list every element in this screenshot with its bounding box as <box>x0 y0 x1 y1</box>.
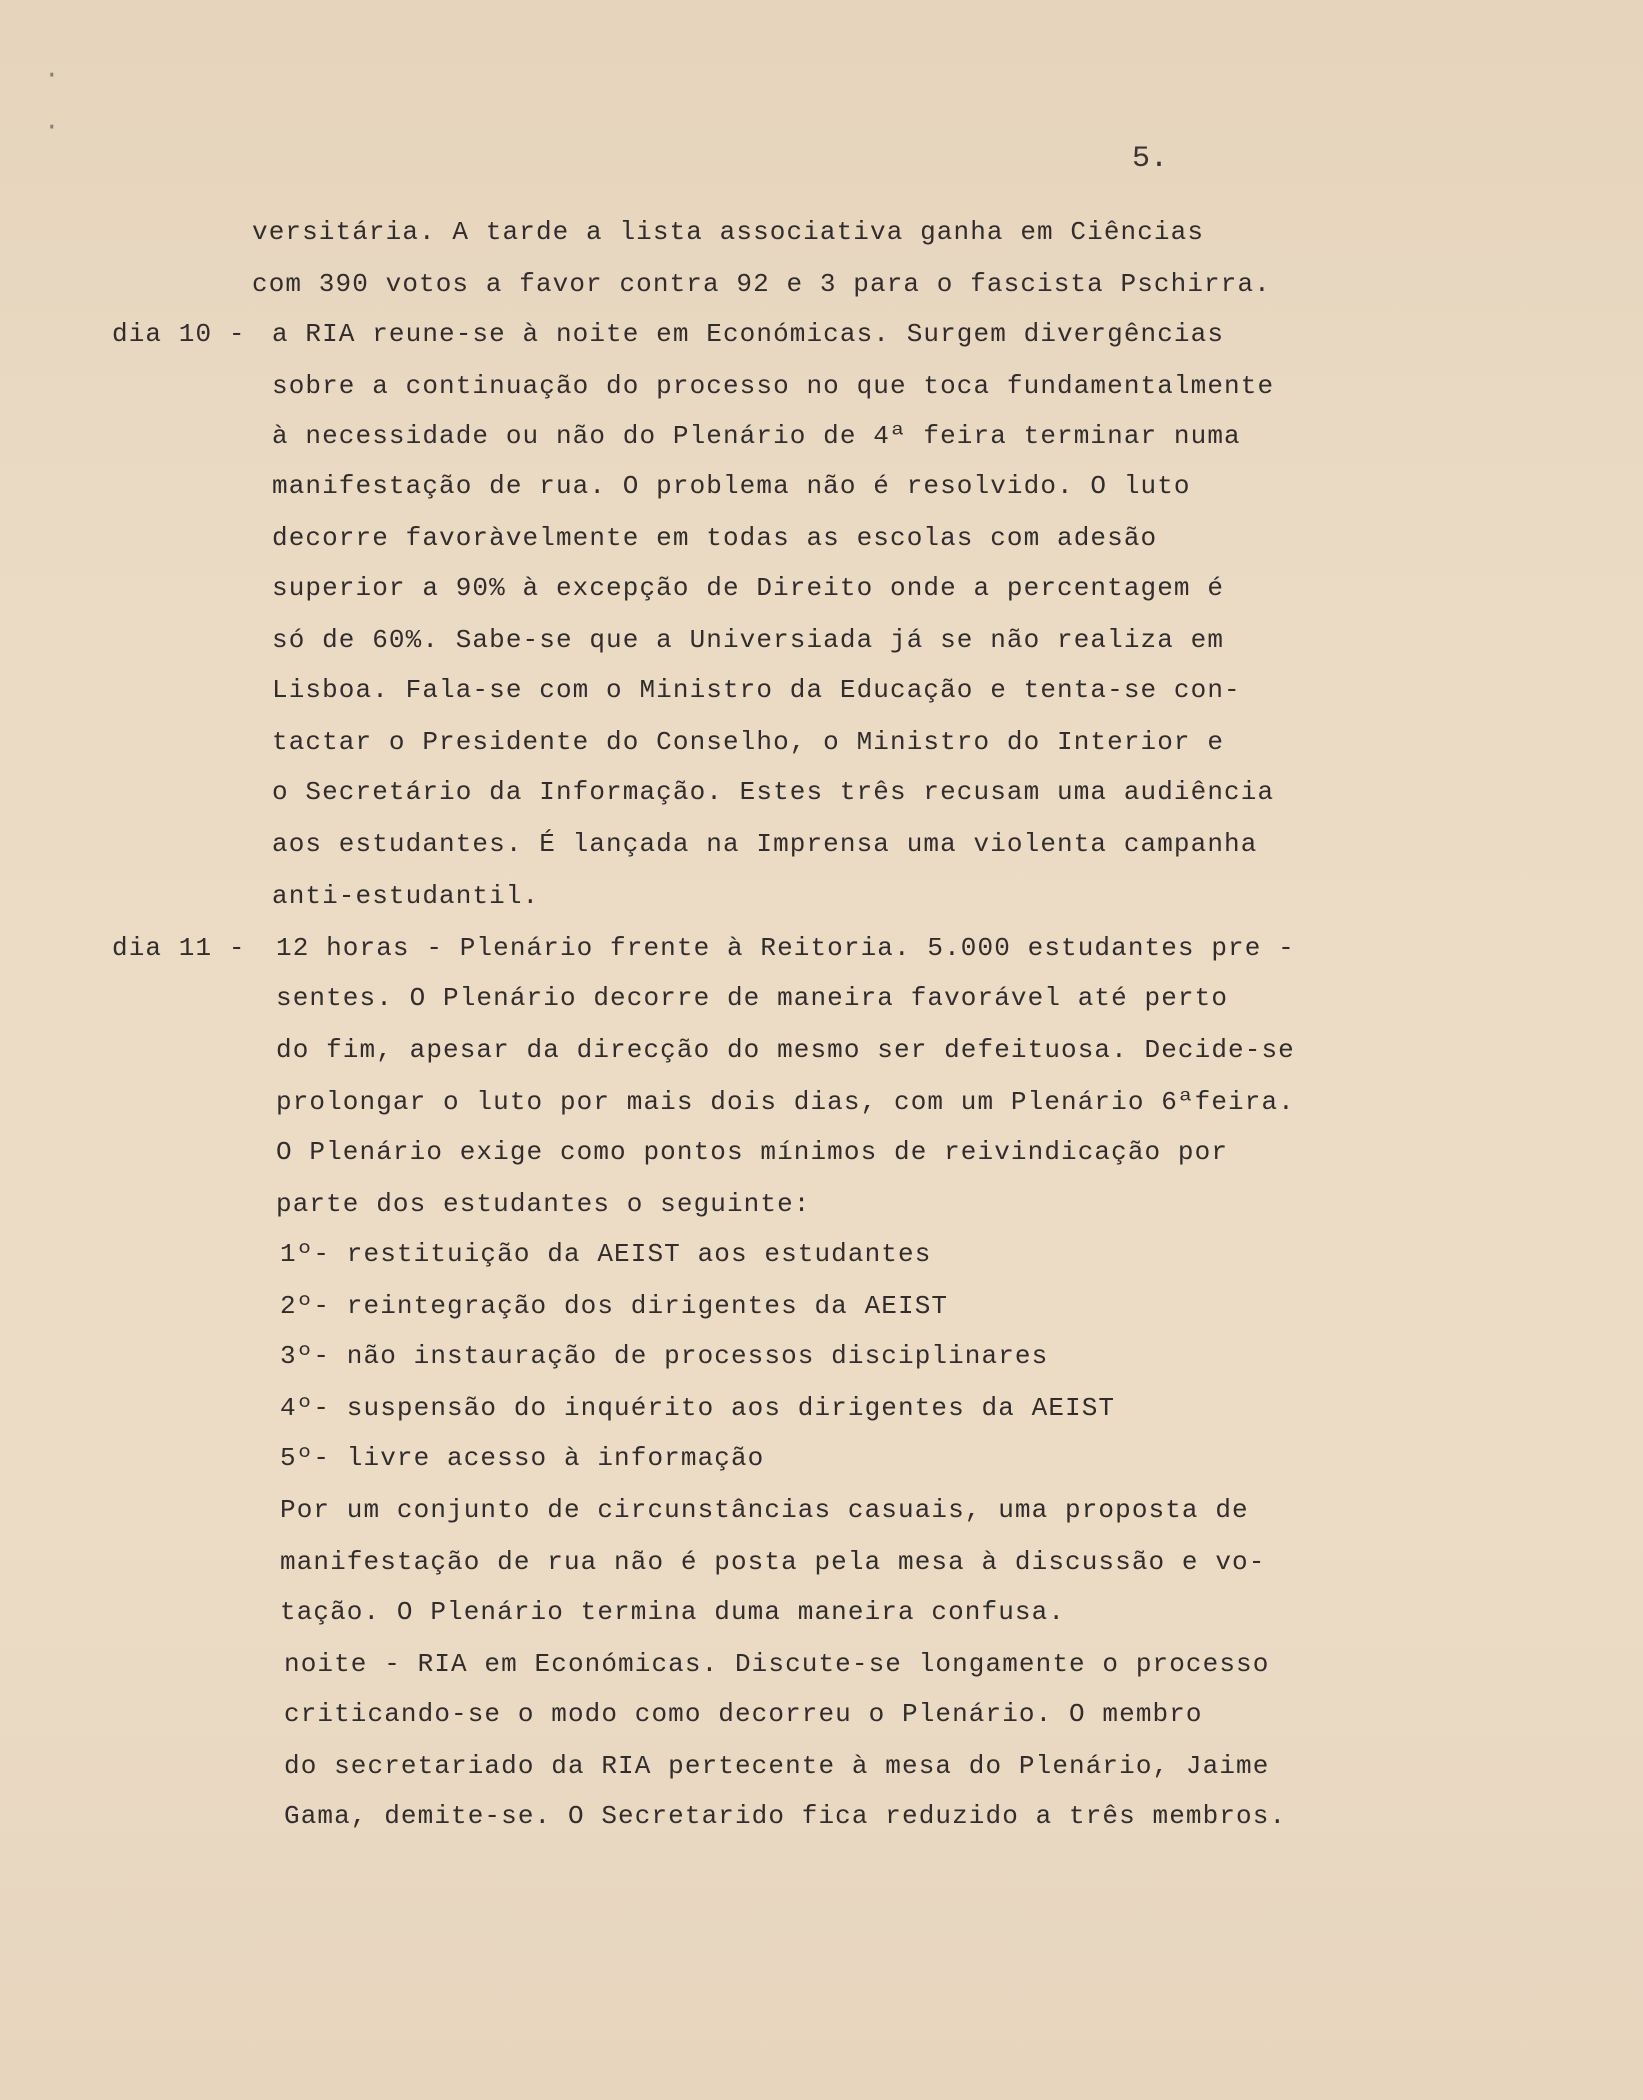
text-line: manifestação de rua não é posta pela mesa à discussão e vo- <box>280 1547 1266 1577</box>
date-label-dia-10: dia 10 - <box>112 319 246 349</box>
text-line: o Secretário da Informação. Estes três recusam uma audiência <box>272 777 1275 807</box>
list-item: 3º- não instauração de processos disciplinares <box>280 1341 1049 1371</box>
text-line: a RIA reune-se à noite em Económicas. Surgem divergências <box>272 319 1225 349</box>
page-number: 5. <box>1132 142 1169 176</box>
text-line: sentes. O Plenário decorre de maneira favorável até perto <box>276 983 1229 1013</box>
text-line: prolongar o luto por mais dois dias, com um Plenário 6ªfeira. <box>276 1087 1295 1117</box>
text-line: Por um conjunto de circunstâncias casuais, uma proposta de <box>280 1495 1249 1525</box>
text-line: decorre favoràvelmente em todas as escolas com adesão <box>272 523 1158 553</box>
text-line: tactar o Presidente do Conselho, o Ministro do Interior e <box>272 727 1225 757</box>
text-line: versitária. A tarde a lista associativa ganha em Ciências <box>252 217 1205 247</box>
margin-mark: · <box>44 112 60 142</box>
list-item: 5º- livre acesso à informação <box>280 1443 765 1473</box>
text-line: superior a 90% à excepção de Direito onde a percentagem é <box>272 573 1225 603</box>
text-line: manifestação de rua. O problema não é resolvido. O luto <box>272 471 1191 501</box>
text-line: à necessidade ou não do Plenário de 4ª feira terminar numa <box>272 421 1241 451</box>
text-line: Lisboa. Fala-se com o Ministro da Educação e tenta-se con- <box>272 675 1241 705</box>
text-line: noite - RIA em Económicas. Discute-se longamente o processo <box>284 1649 1270 1679</box>
list-item: 1º- restituição da AEIST aos estudantes <box>280 1239 932 1269</box>
list-item: 2º- reintegração dos dirigentes da AEIST <box>280 1291 949 1321</box>
text-line: do secretariado da RIA pertecente à mesa do Plenário, Jaime <box>284 1751 1270 1781</box>
date-label-dia-11: dia 11 - <box>112 933 246 963</box>
text-line: com 390 votos a favor contra 92 e 3 para o fascista Pschirra. <box>252 269 1271 299</box>
margin-mark: · <box>44 60 60 90</box>
text-line: 12 horas - Plenário frente à Reitoria. 5.000 estudantes pre - <box>276 933 1295 963</box>
text-line: tação. O Plenário termina duma maneira confusa. <box>280 1597 1066 1627</box>
text-line: criticando-se o modo como decorreu o Plenário. O membro <box>284 1699 1203 1729</box>
text-line: só de 60%. Sabe-se que a Universiada já se não realiza em <box>272 625 1225 655</box>
text-line: anti-estudantil. <box>272 881 540 911</box>
text-line: sobre a continuação do processo no que toca fundamentalmente <box>272 371 1275 401</box>
text-line: aos estudantes. É lançada na Imprensa uma violenta campanha <box>272 829 1258 859</box>
text-line: do fim, apesar da direcção do mesmo ser defeituosa. Decide-se <box>276 1035 1295 1065</box>
text-line: parte dos estudantes o seguinte: <box>276 1189 811 1219</box>
text-line: Gama, demite-se. O Secretarido fica reduzido a três membros. <box>284 1801 1287 1831</box>
text-line: O Plenário exige como pontos mínimos de reivindicação por <box>276 1137 1229 1167</box>
list-item: 4º- suspensão do inquérito aos dirigentes da AEIST <box>280 1393 1116 1423</box>
